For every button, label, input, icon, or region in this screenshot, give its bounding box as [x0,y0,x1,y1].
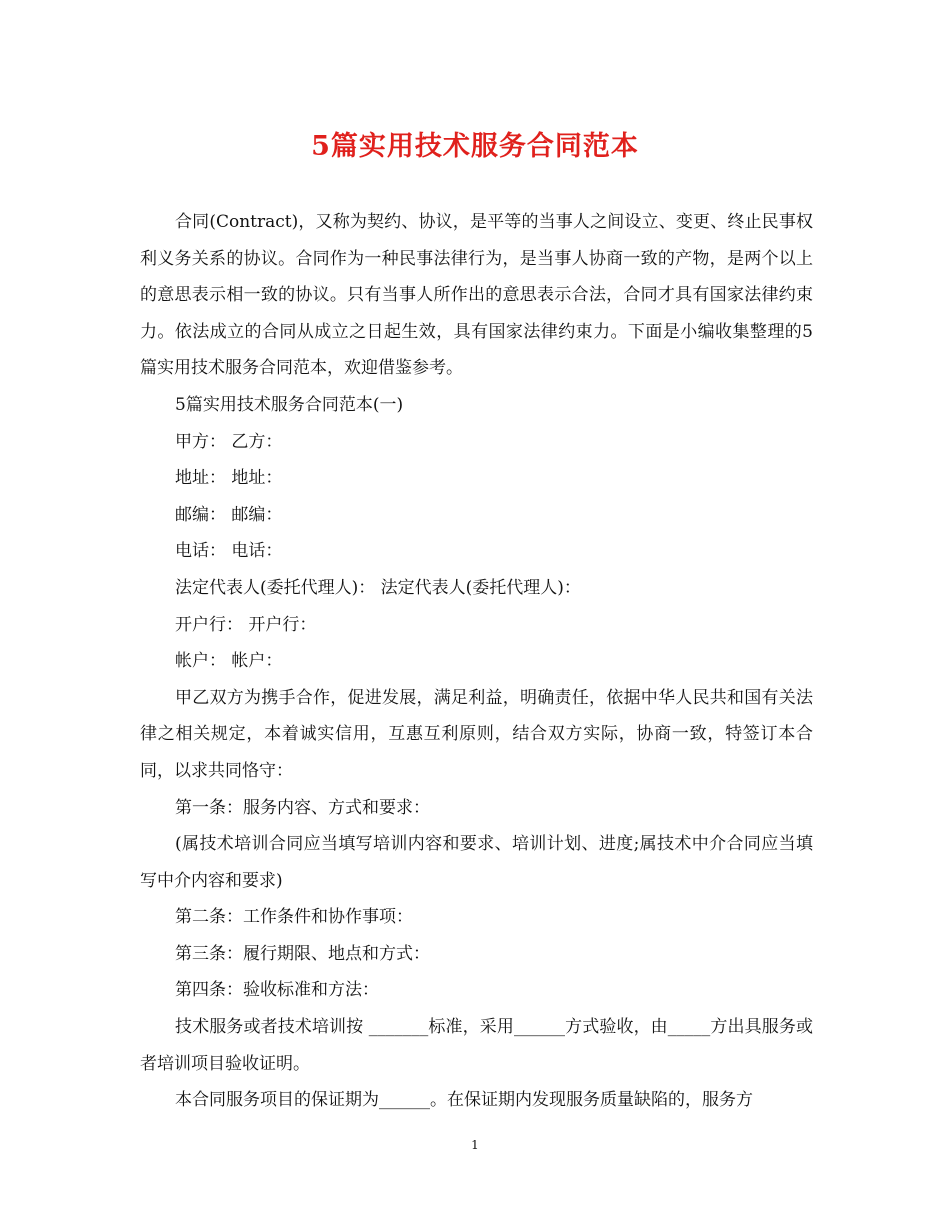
paragraph-article-2: 第二条：工作条件和协作事项： [175,907,413,928]
paragraph-address-line: 地址： 地址： [175,468,283,489]
paragraph-representative-line: 法定代表人(委托代理人)： 法定代表人(委托代理人)： [175,577,581,598]
page-number: 1 [471,1138,479,1152]
paragraph-bank-line: 开户行： 开户行： [175,614,317,635]
paragraph-intro: 合同(Contract)，又称为契约、协议，是平等的当事人之间设立、变更、终止民事权利义务关系的协议。合同作为一种民事法律行为，是当事人协商一致的产物，是两个以上的意思表示相一致的协议。只有当事人所作出的意思表示合法，合同才具有国家法律约束力。依法成立的合同从成立之日起生效，具有国家法律约束力。下面是小编收集整理的5篇实用技术服务合同范本，欢迎借鉴参考。 [140,212,813,379]
paragraph-preamble: 甲乙双方为携手合作，促进发展，满足利益，明确责任，依据中华人民共和国有关法律之相关规定，本着诚实信用，互惠互利原则，结合双方实际，协商一致，特签订本合同，以求共同恪守： [140,687,813,781]
paragraph-section-heading: 5篇实用技术服务合同范本(一) [175,394,404,415]
document-body [140,204,813,1119]
paragraph-party-line: 甲方： 乙方： [175,431,283,452]
paragraph-phone-line: 电话： 电话： [175,541,283,562]
paragraph-article-3: 第三条：履行期限、地点和方式： [175,943,430,964]
paragraph-article-4: 第四条：验收标准和方法： [175,980,379,1001]
paragraph-article-1-note: (属技术培训合同应当填写培训内容和要求、培训计划、进度;属技术中介合同应当填写中介内容和要求) [140,834,813,891]
paragraph-warranty: 本合同服务项目的保证期为______。在保证期内发现服务质量缺陷的，服务方 [175,1090,753,1111]
paragraph-article-1: 第一条：服务内容、方式和要求： [175,797,430,818]
paragraph-acceptance: 技术服务或者技术培训按 _______标准，采用______方式验收，由_____方出具服务或者培训项目验收证明。 [140,1017,813,1074]
document-title: 5篇实用技术服务合同范本 [311,131,639,162]
paragraph-postcode-line: 邮编： 邮编： [175,504,283,525]
paragraph-account-line: 帐户： 帐户： [175,651,283,672]
